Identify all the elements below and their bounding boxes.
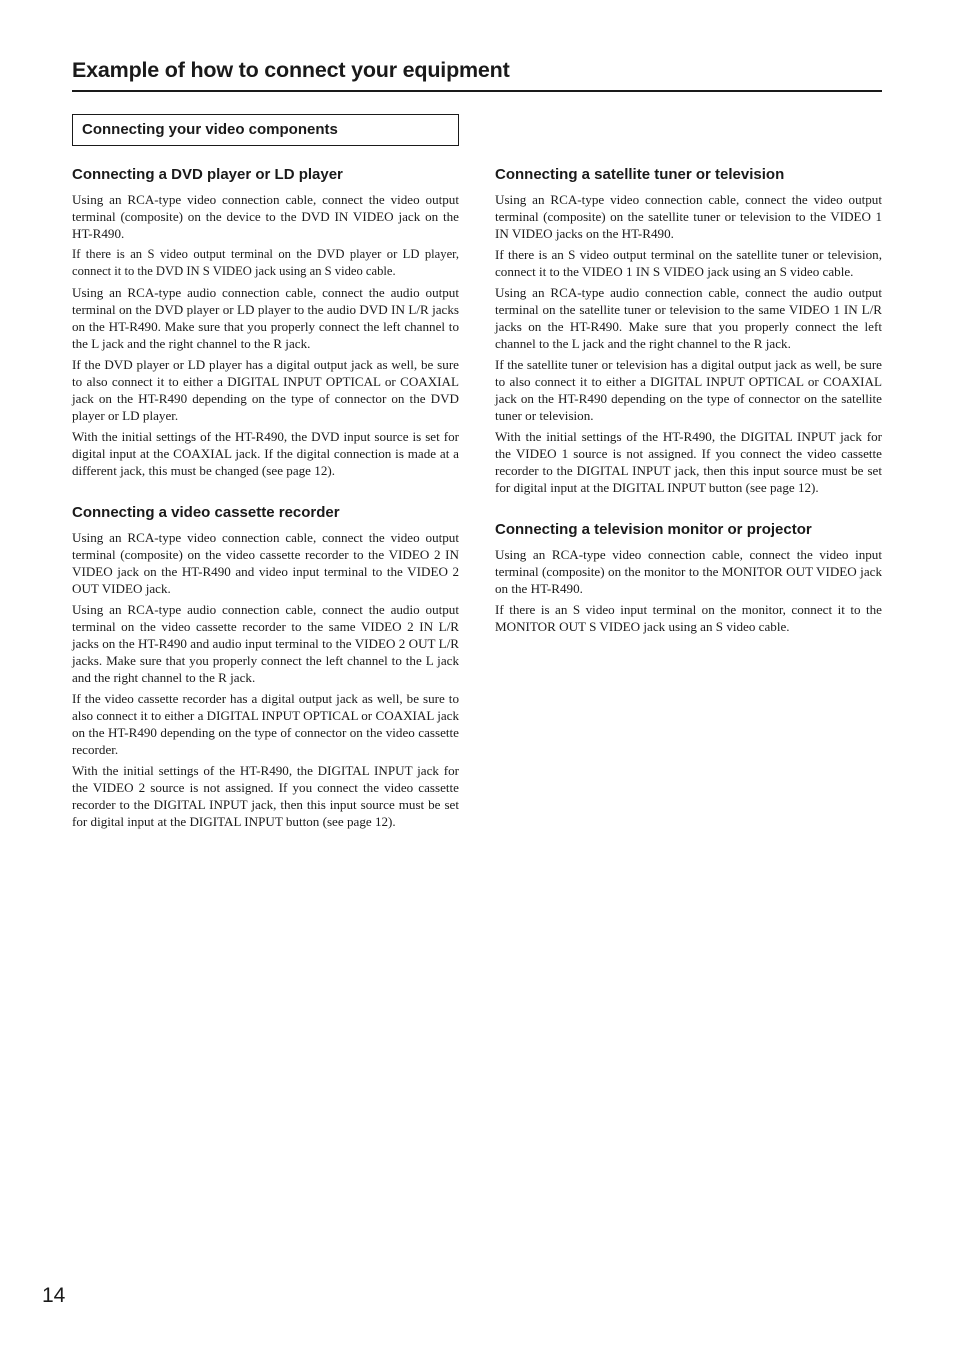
vcr-section	[72, 503, 459, 830]
vcr-paragraph-4: With the initial settings of the HT-R490, the DIGITAL INPUT jack for the VIDEO 2 source is not assigned. If you connect the video cassette recorder to the DIGITAL INPUT jack, then this input source must be set for digital input at the DIGITAL INPUT button (see page 12).	[72, 763, 459, 829]
satellite-paragraph-4: If the satellite tuner or television has a digital output jack as well, be sure to also connect it to either a DIGITAL INPUT OPTICAL or COAXIAL jack on the HT-R490 depending on the type of connector on the satellite tuner or television.	[495, 357, 882, 423]
satellite-section	[495, 165, 882, 496]
satellite-heading: Connecting a satellite tuner or television	[495, 166, 785, 183]
left-column	[72, 165, 459, 834]
section-gap	[72, 483, 459, 503]
monitor-paragraph-1: Using an RCA-type video connection cable, connect the video input terminal (composite) on the monitor to the MONITOR OUT VIDEO jack on the HT-R490.	[495, 547, 882, 596]
satellite-paragraph-2: If there is an S video output terminal on the satellite tuner or television, connect it to the VIDEO 1 IN S VIDEO jack using an S video cable.	[495, 247, 882, 279]
section-heading: Connecting your video components	[82, 121, 338, 138]
dvd-heading: Connecting a DVD player or LD player	[72, 166, 343, 183]
dvd-paragraph-1: Using an RCA-type video connection cable, connect the video output terminal (composite) on the device to the DVD IN VIDEO jack on the HT-R490.	[72, 192, 459, 241]
satellite-paragraph-1: Using an RCA-type video connection cable, connect the video output terminal (composite) on the satellite tuner or television to the VIDEO 1 IN VIDEO jacks on the HT-R490.	[495, 192, 882, 241]
vcr-heading: Connecting a video cassette recorder	[72, 504, 340, 521]
monitor-heading: Connecting a television monitor or projector	[495, 521, 812, 538]
title-rule	[72, 90, 882, 92]
page-number: 14	[42, 1284, 66, 1307]
dvd-paragraph-2: If there is an S video output terminal on the DVD player or LD player, connect it to the DVD IN S VIDEO jack using an S video cable.	[72, 247, 459, 278]
section-gap	[495, 500, 882, 520]
monitor-section	[495, 520, 882, 635]
dvd-section	[72, 165, 459, 479]
page-title: Example of how to connect your equipment	[72, 58, 510, 82]
satellite-paragraph-5: With the initial settings of the HT-R490, the DIGITAL INPUT jack for the VIDEO 1 source is not assigned. If you connect the video cassette recorder to the DIGITAL INPUT jack, then this input source must be set for digital input at the DIGITAL INPUT button (see page 12).	[495, 429, 882, 495]
dvd-paragraph-5: With the initial settings of the HT-R490, the DVD input source is set for digital input at the COAXIAL jack. If the digital connection is made at a different jack, this must be changed (see page 12).	[72, 429, 459, 478]
dvd-paragraph-4: If the DVD player or LD player has a digital output jack as well, be sure to also connect it to either a DIGITAL INPUT OPTICAL or COAXIAL jack on the HT-R490 depending on the type of connector on the DVD player or LD player.	[72, 357, 459, 423]
vcr-paragraph-3: If the video cassette recorder has a digital output jack as well, be sure to also connect it to either a DIGITAL INPUT OPTICAL or COAXIAL jack on the HT-R490 depending on the type of connector on the video cassette recorder.	[72, 691, 459, 757]
satellite-paragraph-3: Using an RCA-type audio connection cable, connect the audio output terminal on the satellite tuner or television to the same VIDEO 1 IN L/R jacks on the HT-R490. Make sure that you properly connect the left channel to the L jack and the right channel to the R jack.	[495, 285, 882, 351]
right-column	[495, 165, 882, 639]
dvd-paragraph-3: Using an RCA-type audio connection cable, connect the audio output terminal on the DVD player or LD player to the audio DVD IN L/R jacks on the HT-R490. Make sure that you properly connect the left channel to the L jack and the right channel to the R jack.	[72, 285, 459, 351]
monitor-paragraph-2: If there is an S video input terminal on the monitor, connect it to the MONITOR OUT S VIDEO jack using an S video cable.	[495, 602, 882, 634]
vcr-paragraph-1: Using an RCA-type video connection cable, connect the video output terminal (composite) on the video cassette recorder to the VIDEO 2 IN VIDEO jack on the HT-R490 and video input terminal to the VIDEO 2 OUT VIDEO jack.	[72, 530, 459, 596]
section-heading-box	[72, 114, 459, 146]
vcr-paragraph-2: Using an RCA-type audio connection cable, connect the audio output terminal on the video cassette recorder to the same VIDEO 2 IN L/R jacks on the HT-R490 and audio input terminal to the VIDEO 2 OUT L/R jacks. Make sure that you properly connect the left channel to the L jack and the right channel to the R jack.	[72, 602, 459, 685]
